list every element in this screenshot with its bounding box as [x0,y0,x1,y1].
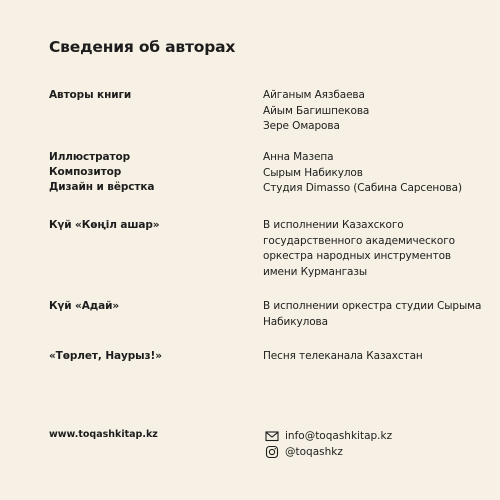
credit-labels [49,150,154,195]
credit-label: Композитор [49,166,122,178]
credit-label: Дизайн и вёрстка [49,181,155,193]
credit-value: Анна Мазепа [263,151,334,163]
instagram-icon [265,445,279,459]
website-link[interactable]: www.toqashkitap.kz [49,429,158,440]
credit-values [263,299,488,330]
credit-values [263,218,488,280]
credit-label: Күй «Адай» [49,300,120,312]
credit-value: Песня телеканала Казахстан [263,350,423,362]
credit-value: В исполнении оркестра студии Сырыма Набикулова [263,300,482,328]
credit-labels [49,349,162,364]
email-contact[interactable] [265,428,392,444]
credit-labels [49,299,119,314]
instagram-contact[interactable] [265,444,343,460]
credit-values [263,150,488,197]
credit-value: Айым Багишпекова [263,104,370,117]
credit-labels [49,88,131,103]
credit-label: Авторы книги [49,89,132,101]
envelope-icon [265,429,279,443]
page-title: Сведения об авторах [49,38,236,56]
credit-value: Сырым Набикулов [263,166,363,179]
credit-values [263,88,488,135]
credit-label: Күй «Көңіл ашар» [49,219,160,231]
credit-label: «Төрлет, Наурыз!» [49,350,162,362]
credit-value: Айганым Аязбаева [263,89,365,101]
credit-value: Зере Омарова [263,120,340,132]
credit-labels [49,218,159,233]
credit-label: Иллюстратор [49,151,131,163]
instagram-text: @toqashkz [285,446,343,458]
credit-values [263,349,488,365]
credit-value: Студия Dimasso (Сабина Сарсенова) [263,182,462,194]
credit-value: В исполнении Казахского государственного академического оркестра народных инструментов имени Курмангазы [263,219,455,278]
email-text: info@toqashkitap.kz [285,430,393,442]
